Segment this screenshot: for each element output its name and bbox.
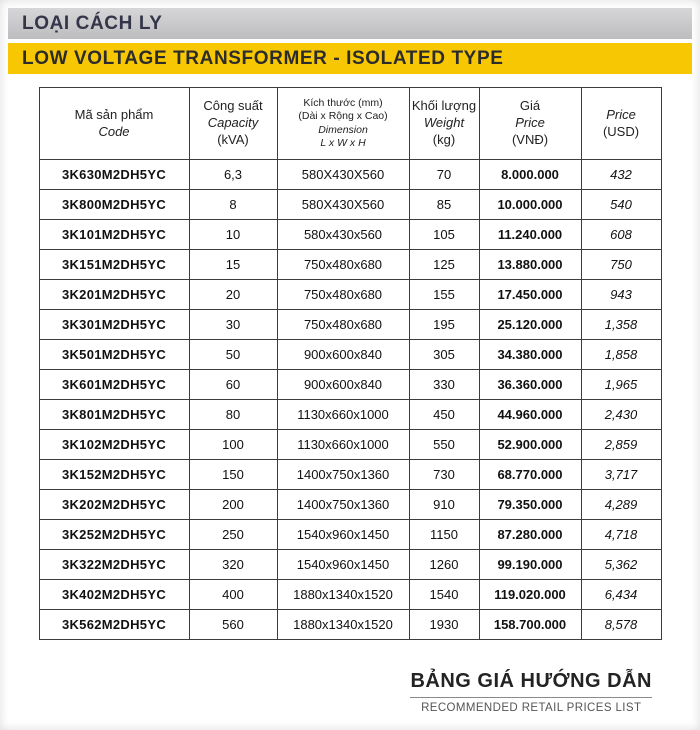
cell-price-vnd: 8.000.000 (479, 160, 581, 190)
cell-dimension: 580X430X560 (277, 160, 409, 190)
col-header-price-usd (581, 88, 661, 160)
table-row (39, 370, 661, 400)
cell-code: 3K501M2DH5YC (39, 340, 189, 370)
cell-code: 3K601M2DH5YC (39, 370, 189, 400)
cell-capacity: 250 (189, 520, 277, 550)
cell-code: 3K630M2DH5YC (39, 160, 189, 190)
title-bar-vietnamese (8, 8, 692, 39)
table-row (39, 520, 661, 550)
cell-price-usd: 2,859 (581, 430, 661, 460)
cell-code: 3K152M2DH5YC (39, 460, 189, 490)
cell-price-usd: 1,358 (581, 310, 661, 340)
cell-capacity: 560 (189, 610, 277, 640)
footer-subtitle: RECOMMENDED RETAIL PRICES LIST (421, 702, 642, 714)
title-bar-english (8, 43, 692, 74)
cell-weight: 330 (409, 370, 479, 400)
footer (410, 670, 652, 714)
cell-price-vnd: 13.880.000 (479, 250, 581, 280)
cell-capacity: 80 (189, 400, 277, 430)
page-title-vi: LOẠI CÁCH LY (22, 12, 163, 34)
cell-capacity: 50 (189, 340, 277, 370)
header-label: Capacity (207, 115, 259, 131)
cell-dimension: 900x600x840 (277, 340, 409, 370)
cell-dimension: 1130x660x1000 (277, 400, 409, 430)
price-table (39, 87, 662, 640)
cell-weight: 910 (409, 490, 479, 520)
table-row (39, 550, 661, 580)
table-row (39, 490, 661, 520)
cell-code: 3K101M2DH5YC (39, 220, 189, 250)
cell-dimension: 1400x750x1360 (277, 490, 409, 520)
cell-price-usd: 943 (581, 280, 661, 310)
cell-capacity: 6,3 (189, 160, 277, 190)
cell-weight: 85 (409, 190, 479, 220)
cell-code: 3K801M2DH5YC (39, 400, 189, 430)
table-row (39, 610, 661, 640)
cell-weight: 125 (409, 250, 479, 280)
cell-weight: 1150 (409, 520, 479, 550)
cell-price-vnd: 158.700.000 (479, 610, 581, 640)
cell-dimension: 1400x750x1360 (277, 460, 409, 490)
table-row (39, 310, 661, 340)
cell-capacity: 60 (189, 370, 277, 400)
header-label: Mã sản phẩm (74, 106, 154, 122)
cell-price-vnd: 79.350.000 (479, 490, 581, 520)
header-label: Dimension (318, 123, 368, 136)
cell-dimension: 1130x660x1000 (277, 430, 409, 460)
price-table-header (39, 88, 661, 160)
cell-price-vnd: 119.020.000 (479, 580, 581, 610)
cell-code: 3K402M2DH5YC (39, 580, 189, 610)
cell-capacity: 10 (189, 220, 277, 250)
cell-price-vnd: 36.360.000 (479, 370, 581, 400)
cell-price-usd: 3,717 (581, 460, 661, 490)
cell-price-usd: 2,430 (581, 400, 661, 430)
cell-dimension: 750x480x680 (277, 310, 409, 340)
cell-weight: 1930 (409, 610, 479, 640)
cell-price-vnd: 99.190.000 (479, 550, 581, 580)
col-header-dimension (277, 88, 409, 160)
cell-weight: 550 (409, 430, 479, 460)
cell-weight: 70 (409, 160, 479, 190)
col-header-weight (409, 88, 479, 160)
header-label: Weight (423, 115, 465, 131)
cell-weight: 305 (409, 340, 479, 370)
cell-price-vnd: 44.960.000 (479, 400, 581, 430)
cell-price-vnd: 34.380.000 (479, 340, 581, 370)
cell-code: 3K151M2DH5YC (39, 250, 189, 280)
cell-dimension: 580X430X560 (277, 190, 409, 220)
table-row (39, 580, 661, 610)
col-header-code (39, 88, 189, 160)
cell-price-vnd: 25.120.000 (479, 310, 581, 340)
cell-price-vnd: 10.000.000 (479, 190, 581, 220)
cell-weight: 1540 (409, 580, 479, 610)
cell-dimension: 580x430x560 (277, 220, 409, 250)
page-title-en: LOW VOLTAGE TRANSFORMER - ISOLATED TYPE (22, 47, 504, 69)
cell-dimension: 750x480x680 (277, 280, 409, 310)
cell-price-vnd: 17.450.000 (479, 280, 581, 310)
table-row (39, 430, 661, 460)
cell-price-usd: 432 (581, 160, 661, 190)
cell-weight: 1260 (409, 550, 479, 580)
table-row (39, 250, 661, 280)
header-label: L x W x H (320, 136, 366, 149)
header-label: (USD) (602, 123, 640, 139)
cell-dimension: 1880x1340x1520 (277, 580, 409, 610)
cell-capacity: 320 (189, 550, 277, 580)
header-label: Khối lượng (411, 98, 477, 114)
header-label: Price (515, 115, 545, 131)
cell-price-usd: 1,858 (581, 340, 661, 370)
cell-code: 3K562M2DH5YC (39, 610, 189, 640)
cell-price-usd: 1,965 (581, 370, 661, 400)
header-label: Code (98, 123, 130, 139)
cell-capacity: 15 (189, 250, 277, 280)
cell-price-vnd: 68.770.000 (479, 460, 581, 490)
cell-capacity: 150 (189, 460, 277, 490)
cell-weight: 195 (409, 310, 479, 340)
price-table-body (39, 160, 661, 640)
table-row (39, 220, 661, 250)
cell-price-vnd: 87.280.000 (479, 520, 581, 550)
table-row (39, 190, 661, 220)
cell-code: 3K252M2DH5YC (39, 520, 189, 550)
table-row (39, 160, 661, 190)
col-header-price-vnd (479, 88, 581, 160)
cell-dimension: 900x600x840 (277, 370, 409, 400)
header-label: (kVA) (217, 131, 249, 147)
cell-dimension: 1540x960x1450 (277, 520, 409, 550)
cell-capacity: 30 (189, 310, 277, 340)
cell-code: 3K800M2DH5YC (39, 190, 189, 220)
cell-weight: 105 (409, 220, 479, 250)
cell-weight: 155 (409, 280, 479, 310)
cell-code: 3K301M2DH5YC (39, 310, 189, 340)
cell-dimension: 1540x960x1450 (277, 550, 409, 580)
cell-capacity: 200 (189, 490, 277, 520)
col-header-capacity (189, 88, 277, 160)
cell-capacity: 100 (189, 430, 277, 460)
header-label: Công suất (203, 98, 263, 114)
header-label: Price (606, 106, 636, 122)
cell-price-usd: 750 (581, 250, 661, 280)
cell-dimension: 1880x1340x1520 (277, 610, 409, 640)
header-label: (Dài x Rộng x Cao) (298, 110, 388, 123)
header-row (39, 88, 661, 160)
cell-price-usd: 6,434 (581, 580, 661, 610)
cell-code: 3K322M2DH5YC (39, 550, 189, 580)
cell-price-usd: 608 (581, 220, 661, 250)
cell-code: 3K202M2DH5YC (39, 490, 189, 520)
cell-code: 3K102M2DH5YC (39, 430, 189, 460)
cell-code: 3K201M2DH5YC (39, 280, 189, 310)
cell-weight: 450 (409, 400, 479, 430)
cell-price-usd: 5,362 (581, 550, 661, 580)
cell-price-usd: 4,718 (581, 520, 661, 550)
table-row (39, 460, 661, 490)
cell-price-usd: 4,289 (581, 490, 661, 520)
header-label: Kích thước (mm) (303, 97, 383, 110)
cell-capacity: 8 (189, 190, 277, 220)
cell-price-usd: 8,578 (581, 610, 661, 640)
header-label: (VNĐ) (511, 131, 549, 147)
header-label: Giá (519, 98, 541, 114)
table-row (39, 280, 661, 310)
cell-capacity: 400 (189, 580, 277, 610)
footer-title: BẢNG GIÁ HƯỚNG DẪN (410, 670, 652, 698)
table-row (39, 340, 661, 370)
cell-price-vnd: 52.900.000 (479, 430, 581, 460)
cell-capacity: 20 (189, 280, 277, 310)
cell-price-vnd: 11.240.000 (479, 220, 581, 250)
header-label: (kg) (432, 131, 456, 147)
cell-dimension: 750x480x680 (277, 250, 409, 280)
cell-weight: 730 (409, 460, 479, 490)
table-row (39, 400, 661, 430)
cell-price-usd: 540 (581, 190, 661, 220)
